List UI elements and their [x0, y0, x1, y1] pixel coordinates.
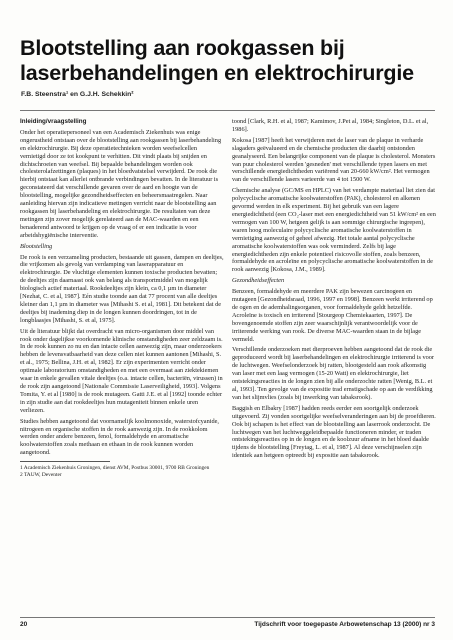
- footnotes: [20, 465, 224, 478]
- paragraph: Onder het operatiepersoneel van een Academisch Ziekenhuis was enige ongerustheid ontstaan over de blootstelling aan rookgassen bij laserbehandeling en elektrochirurgie. Bij deze operatietechnieken worden weefselcellen vernietigd door ze tot kookpunt te verhitten. Dit vindt plaats bij snijden en dichtschroeien van weefsel. Bij bepaalde behandelingen worden ook cholesterolafzettingen (plaques) in het bloedvatstelsel verwijderd. De rook die hierbij ontstaat kan allerlei ontbrande verbindingen bevatten. In de literatuur is geconstateerd dat verschillende gevaren over de aard en hoogte van de blootstelling, mogelijke gezondheidseffecten en beheersmaatregelen. Naar aanleiding hiervan zijn indicatieve metingen verricht naar de blootstelling aan rookgassen bij laserbehandeling en elektrochirurgie. De resultaten van deze metingen zijn zover mogelijk gerelateerd aan de MAC-waarden en een benaderend antwoord te krijgen op de vraag of er een indicatie is voor arbeidshygiënische interventie.: [20, 128, 222, 239]
- footnote-divider: [20, 461, 110, 462]
- section-subheading-blootstelling: Blootstelling: [20, 242, 53, 250]
- article-authors: F.B. Steenstra¹ en G.J.H. Schekkin²: [21, 91, 134, 98]
- article-title: Blootstelling aan rookgassen bij laserbehandelingen en elektrochirurgie: [20, 36, 414, 85]
- left-column: [20, 118, 224, 478]
- right-column: [232, 118, 436, 463]
- paragraph: Uit de literatuur blijkt dat overdracht van micro-organismen door middel van rook onder dagelijkse voorkomende klinische omstandigheden zeer zeldzaam is. In de rook kunnen zo nu en dan intacte cellen aanwezig zijn, maar onderzoekers hebben de levensvatbaarheid van deze cellen niet kunnen aantonen [Mihashi, S. et al., 1975; Bellina, J.H. et al, 1982]. Er zijn experimenten verricht onder optimale laboratorium omstandigheden en met een overmaat aan ziektekiemen waar in enkele gevallen vitale deeltjes (o.a. intacte cellen, bacteriën, virussen) in de rook zijn aangetoond [Nationale Commissie Laserveiligheid, 1993]. Volgens Tomita, Y. et al [1980] is de rook mutageen. Gatti J.E. et al [1992] toonde echter in zijn studie aan dat rookdeeltjes hun mutageniteit binnen enkele uren verliezen.: [20, 327, 223, 414]
- paragraph: toond [Clark, R.H. et al, 1987; Kamimov, J.Pet al, 1984; Singleton, D.L. et al, 1986].: [232, 118, 429, 133]
- journal-citation: Tijdschrift voor toegepaste Arbowetenschap 13 (2000) nr 3: [254, 621, 435, 628]
- paragraph: Kokosa [1987] heeft het verwijderen met de laser van de plaque in verharde slagaders geëvalueerd en de chemische producten die daarbij ontstonden geanalyseerd. Een belangrijke component van de plaque is cholesterol. Monsters van puur cholesterol werden 'gesneden' met verschillende typen lasers en met verschillende energiedichtheden variërend van 20-660 kW/cm². Het vermogen van de verschillende lasers varieerde van 4 tot 1500 W.: [232, 136, 436, 184]
- paragraph: Baggish en Elbakry [1987] hadden reeds eerder een soortgelijk onderzoek uitgevoerd. Zij vonden soortgelijke weefselveranderingen aan bij de proefdieren. Ook bij schapen is het effect van de blootstelling aan laserrook onderzocht. De luchtwegen van het luchtweggeleidbepaalde functioneren minder, er traden ontstekingsreacties op in de longen en de koolzuur afname in het bloed daalde tijdens de blootstelling [Freytag, L. et al, 1987]. Al deze verschijnselen zijn identiek aan hetgeen optreedt bij expositie aan tabaksrook.: [232, 404, 436, 460]
- title-divider: [20, 110, 435, 111]
- paragraph: Verschillende onderzoeken met dierproeven hebben aangetoond dat de rook die geproduceerd wordt bij laserbehandelingen en elektrochirurgie irriterend is voor de luchtwegen. Weefselonderzoek bij ratten, blootgesteld aan rook afkomstig van laser met een laag vermogen (15-20 Watt) en elektrochirurgie, liet ontstekingsreacties in de longen zien bij alle onderzochte ratten [Wenig, B.L. et al, 1993]. Ten gevolge van de expositie trad ernstigschade op aan de verdikking van het slijmvlies (zoals bij inwerking van tabaksrook).: [232, 346, 435, 401]
- footnote-1: 1 Academisch Ziekenhuis Groningen, dienst AVM, Postbus 30001, 9700 RB Groningen: [20, 465, 210, 472]
- page-footer: [20, 617, 435, 630]
- paragraph: Studies hebben aangetoond dat voornamelijk koolmonoxide, waterstofcyanide, nitrogeen en organische stoffen in de rook aanwezig zijn. In de rookkolom werden onder andere benzeen, fenol, formaldehyde en aromatische koolwaterstoffen zoals methaan en ethaan in de rook kunnen worden aangetoond.: [20, 417, 220, 457]
- paragraph: Chemische analyse (GC/MS en HPLC) van het verdampte materiaal liet zien dat polycyclische aromatische koolwaterstoffen (PAK), cholesterol en alkenen gevormd werden in elk experiment. Bij het gebruik van een lagere energiedichtheid (een CO₂-laser met een energiedichtheid van 51 kW/cm² en een vermogen van 100 W, hetgeen gelijk is aan sommige chirurgische ingrepen), waren hoog moleculaire polycyclische aromatische koolwaterstoffen in vernietiging aanwezig of geheel afwezig. Het totale aantal polycyclische aromatische koolwaterstoffen was ook verminderd. Zelfs bij lage energiedichtheden zijn enkele potentieel risicovolle stoffen, zoals benzeen, formaldehyde en acroleïne en polycyclische aromatische koolwaterstoffen in de rook aanwezig [Kokosa, J.M., 1989].: [232, 187, 436, 274]
- page-number: 20: [20, 621, 28, 628]
- paragraph: De rook is een verzameling producten, bestaande uit gassen, dampen en deeltjes, die vrijkomen als gevolg van verdamping van laserapparatuur en elektrochirurgie. De vluchtige elementen kunnen toxische producten bevatten; de deeltjes zijn daarnaast ook van belang als transportmiddel van mogelijk biologisch actief materiaal. Rookdeeltjes zijn klein, ca 0,1 µm in diameter [Nezhat, C. et al, 1987]. Eén studie toonde aan dat 77 procent van alle deeltjes kleiner dan 1,1 µm in diameter was [Mihashi S. et al, 1981]. Dit betekent dat de deeltjes bij inademing diep in de longen kunnen doordringen, tot in de longblaasjes [Mihashi, S. et al, 1975].: [20, 253, 224, 324]
- paragraph: Benzeen, formaldehyde en meerdere PAK zijn bewezen carcinogeen en mutageen [Gezondheidsraad, 1996, 1997 en 1998]. Benzeen werkt irriterend op de ogen en de ademhalingsorganen, voor formaldehyde geldt hetzelfde. Acroleïne is toxisch en irriterend [Stourgeop Chemiekaarten, 1997]. De bovengenoemde stoffen zijn zeer waarschijnlijk verantwoordelijk voor de irriterende werking van rook. De diverse MAC-waarden staan in de bijlage vermeld.: [232, 288, 433, 343]
- section-heading-inleiding: Inleiding/vraagstelling: [20, 118, 87, 125]
- section-subheading-gezondheidseffecten: Gezondheidseffecten: [232, 277, 285, 285]
- footnote-2: 2 TAUW, Deventer: [20, 471, 62, 478]
